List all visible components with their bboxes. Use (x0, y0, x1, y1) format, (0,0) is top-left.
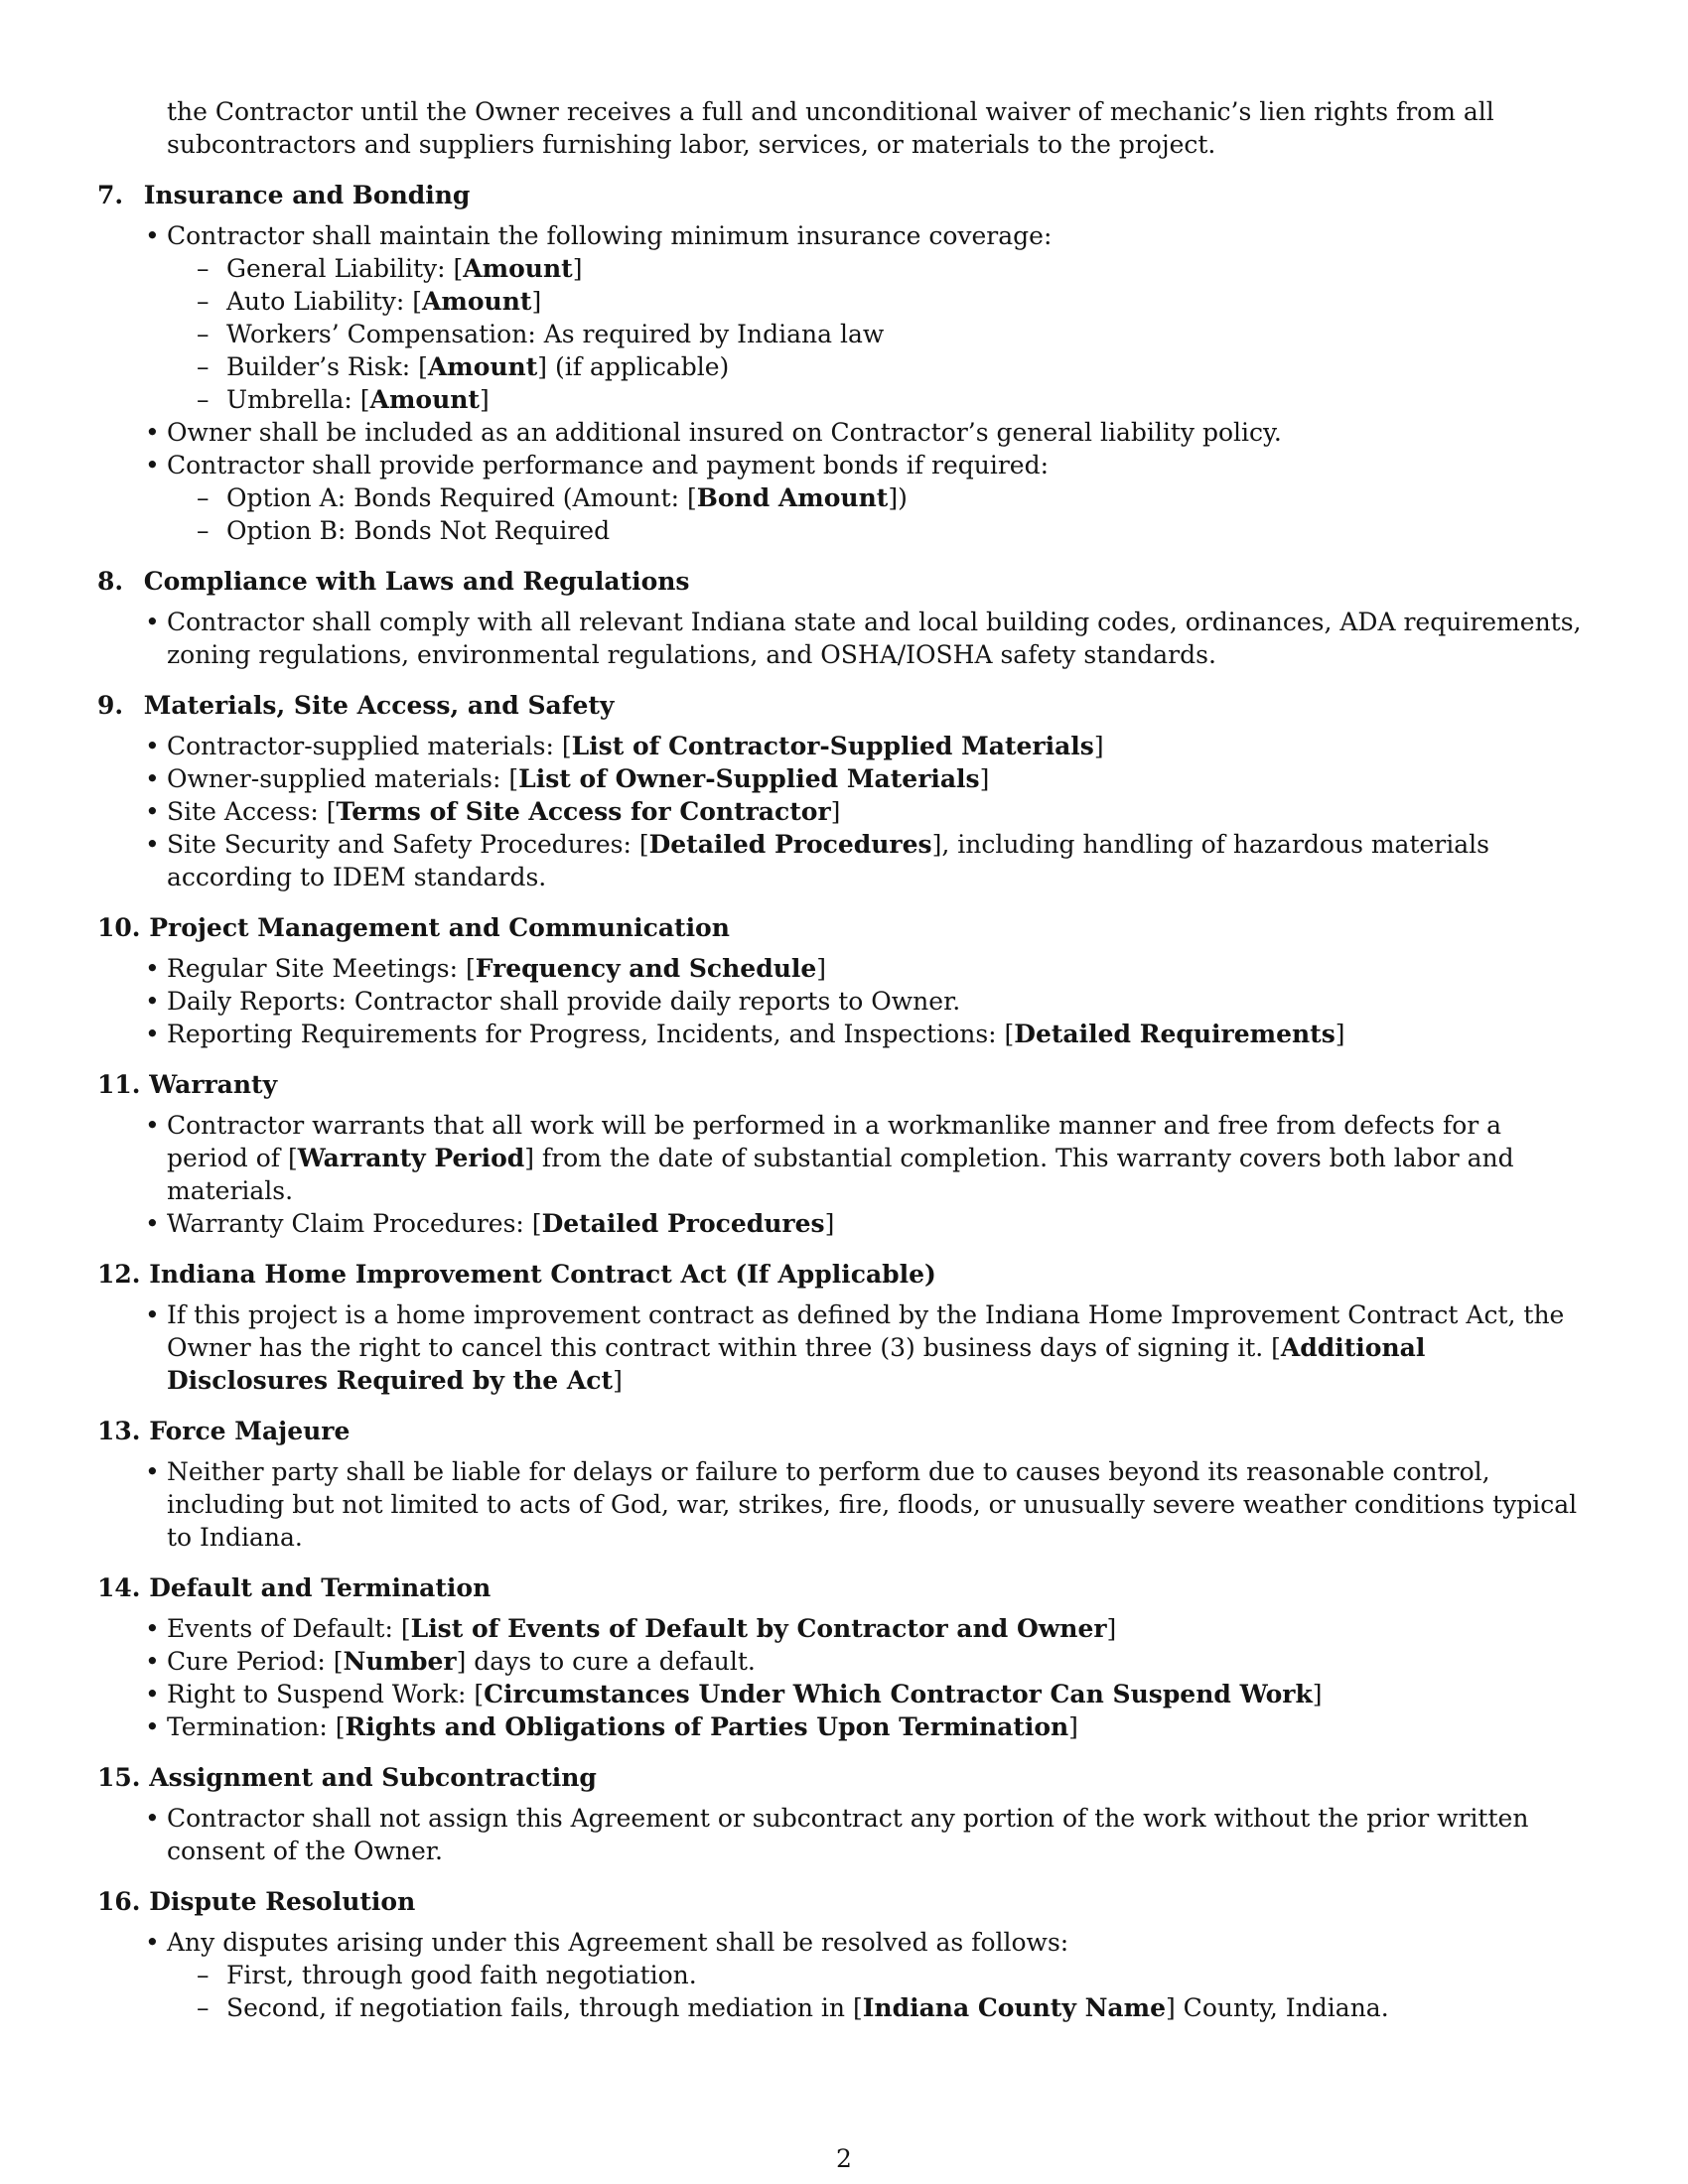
placeholder-field: Amount (422, 287, 532, 316)
list-item (97, 1612, 1589, 1645)
section-heading (97, 689, 1589, 722)
item-text: Auto Liability: [ (226, 287, 422, 316)
item-text: ] (531, 287, 542, 316)
section-heading (97, 1068, 1589, 1101)
placeholder-field: Amount (427, 352, 538, 381)
item-text: ] days to cure a default. (456, 1647, 756, 1676)
list-item (97, 952, 1589, 985)
placeholder-field: Detailed Procedures (541, 1209, 825, 1238)
item-text: ] (830, 797, 841, 826)
list-item (97, 1645, 1589, 1678)
section-number: 11. (97, 1070, 141, 1099)
section-title: Warranty (149, 1070, 278, 1099)
item-text: Right to Suspend Work: [ (167, 1680, 485, 1708)
page-number: 2 (836, 2144, 852, 2173)
section-heading (97, 1885, 1589, 1918)
section-number: 9. (97, 691, 124, 720)
section-project-management (97, 911, 1589, 1050)
item-text: Regular Site Meetings: [ (167, 954, 476, 983)
section-materials-site-safety (97, 689, 1589, 893)
section-title: Dispute Resolution (149, 1887, 416, 1916)
list-item (97, 1018, 1589, 1050)
item-text: Owner shall be included as an additional insured on Contractor’s general liability policy. (167, 418, 1282, 447)
section-heading (97, 565, 1589, 598)
item-text: ]) (888, 483, 908, 512)
item-text: Umbrella: [ (226, 385, 370, 414)
sub-item-general-liability (167, 252, 1589, 285)
bullet-list (97, 952, 1589, 1050)
item-text: Warranty Claim Procedures: [ (167, 1209, 542, 1238)
item-text: Cure Period: [ (167, 1647, 344, 1676)
placeholder-field: Terms of Site Access for Contractor (336, 797, 831, 826)
sub-list (167, 481, 1589, 547)
placeholder-field: Circumstances Under Which Contractor Can Suspend Work (484, 1680, 1313, 1708)
section-compliance (97, 565, 1589, 671)
list-item (97, 1926, 1589, 2024)
placeholder-field: Rights and Obligations of Parties Upon Termination (345, 1712, 1069, 1741)
item-text: Daily Reports: Contractor shall provide daily reports to Owner. (167, 987, 961, 1016)
section-number: 15. (97, 1763, 141, 1792)
section-assignment (97, 1761, 1589, 1867)
placeholder-field: Number (343, 1647, 457, 1676)
item-text: ] (479, 385, 490, 414)
section-heading (97, 1761, 1589, 1794)
list-item (97, 1710, 1589, 1743)
item-text: Workers’ Compensation: As required by Indiana law (226, 320, 885, 348)
section-title: Project Management and Communication (149, 913, 730, 942)
list-item (97, 1455, 1589, 1554)
item-text: Reporting Requirements for Progress, Incidents, and Inspections: [ (167, 1020, 1015, 1048)
bullet-list (97, 730, 1589, 893)
section-default-termination (97, 1571, 1589, 1743)
placeholder-field: Detailed Requirements (1014, 1020, 1336, 1048)
bullet-list (97, 1802, 1589, 1867)
placeholder-field: Bond Amount (696, 483, 889, 512)
placeholder-field: Amount (463, 254, 573, 283)
placeholder-field: Indiana County Name (862, 1993, 1166, 2022)
item-text: ] (816, 954, 827, 983)
item-text: ] (572, 254, 583, 283)
item-text: ] (1068, 1712, 1078, 1741)
sub-item-negotiation (167, 1959, 1589, 1991)
bullet-list (97, 1926, 1589, 2024)
item-text: ] (979, 764, 990, 793)
sub-item-builders-risk (167, 350, 1589, 383)
item-text: Contractor shall comply with all relevant Indiana state and local building codes, ordinances, ADA requirements, zoning regulations, environmental regulations, and OSHA/IOSHA safety standards. (167, 608, 1582, 669)
section-dispute-resolution (97, 1885, 1589, 2024)
list-item (97, 416, 1589, 449)
section-title: Default and Termination (149, 1573, 492, 1602)
item-text: ] (824, 1209, 835, 1238)
intro-paragraph: the Contractor until the Owner receives a full and unconditional waiver of mechanic’s lien rights from all subcontractors and suppliers furnishing labor, services, or materials to the project. (167, 97, 1494, 159)
list-item (97, 606, 1589, 671)
document-page (97, 95, 1589, 2024)
list-item (97, 1207, 1589, 1240)
section-heading (97, 1415, 1589, 1447)
bullet-list (97, 606, 1589, 671)
placeholder-field: Detailed Procedures (648, 830, 932, 859)
section-title: Materials, Site Access, and Safety (143, 691, 615, 720)
section-heading (97, 179, 1589, 211)
section-title: Assignment and Subcontracting (149, 1763, 597, 1792)
item-text: Contractor warrants that all work will be performed in a workmanlike manner and free from defects for a period of [ (167, 1111, 1502, 1172)
section-number: 7. (97, 181, 124, 209)
placeholder-field: Additional Disclosures Required by the Act (167, 1333, 1426, 1395)
section-warranty (97, 1068, 1589, 1240)
sub-item-option-a (167, 481, 1589, 514)
section-number: 16. (97, 1887, 141, 1916)
list-item (97, 795, 1589, 828)
bullet-list (97, 1298, 1589, 1397)
placeholder-field: List of Owner-Supplied Materials (518, 764, 980, 793)
placeholder-field: Warranty Period (297, 1144, 525, 1172)
list-item (97, 219, 1589, 416)
section-heading (97, 1258, 1589, 1291)
item-text: Option B: Bonds Not Required (226, 516, 611, 545)
sub-item-auto-liability (167, 285, 1589, 318)
section-number: 12. (97, 1260, 141, 1289)
item-text: Events of Default: [ (167, 1614, 411, 1643)
sub-item-umbrella (167, 383, 1589, 416)
item-text: Builder’s Risk: [ (226, 352, 428, 381)
bullet-list (97, 1109, 1589, 1240)
item-text: General Liability: [ (226, 254, 464, 283)
section-title: Compliance with Laws and Regulations (143, 567, 690, 596)
section-title: Insurance and Bonding (143, 181, 471, 209)
list-item (97, 449, 1589, 547)
item-text: Option A: Bonds Required (Amount: [ (226, 483, 697, 512)
item-text: ] (1093, 732, 1104, 760)
sub-item-mediation (167, 1991, 1589, 2024)
placeholder-field: List of Events of Default by Contractor and Owner (410, 1614, 1107, 1643)
item-text: ] (if applicable) (537, 352, 730, 381)
sub-list (167, 1959, 1589, 2024)
placeholder-field: List of Contractor-Supplied Materials (571, 732, 1094, 760)
bullet-list (97, 1612, 1589, 1743)
sub-item-workers-comp (167, 318, 1589, 350)
item-text: Contractor shall not assign this Agreement or subcontract any portion of the work without the prior written consent of the Owner. (167, 1804, 1529, 1865)
item-text: Termination: [ (167, 1712, 346, 1741)
section-heading (97, 1571, 1589, 1604)
list-item (97, 762, 1589, 795)
item-text: Neither party shall be liable for delays or failure to perform due to causes beyond its reasonable control, including but not limited to acts of God, war, strikes, fire, floods, or unusually severe weather conditions typical to Indiana. (167, 1457, 1578, 1552)
item-text: Contractor shall maintain the following minimum insurance coverage: (167, 221, 1053, 250)
section-home-improvement-act (97, 1258, 1589, 1397)
item-text: Contractor-supplied materials: [ (167, 732, 572, 760)
item-text: Contractor shall provide performance and payment bonds if required: (167, 451, 1050, 479)
list-item (97, 1678, 1589, 1710)
bullet-list (97, 1455, 1589, 1554)
item-text: ] (613, 1366, 623, 1395)
section-title: Force Majeure (149, 1417, 351, 1445)
item-text: Site Security and Safety Procedures: [ (167, 830, 649, 859)
item-text: Owner-supplied materials: [ (167, 764, 519, 793)
item-text: Second, if negotiation fails, through mediation in [ (226, 1993, 863, 2022)
section-number: 10. (97, 913, 141, 942)
item-text: If this project is a home improvement contract as defined by the Indiana Home Improvement Contract Act, the Owner has the right to cancel this contract within three (3) business days of signing it. [ (167, 1300, 1565, 1362)
section-title: Indiana Home Improvement Contract Act (If Applicable) (149, 1260, 936, 1289)
list-item (97, 1109, 1589, 1207)
item-text: ], including handling of hazardous materials according to IDEM standards. (167, 830, 1489, 891)
section-number: 14. (97, 1573, 141, 1602)
item-text: ] from the date of substantial completion. This warranty covers both labor and materials. (167, 1144, 1514, 1205)
item-text: First, through good faith negotiation. (226, 1961, 697, 1989)
bullet-list (97, 219, 1589, 547)
item-text: ] (1312, 1680, 1323, 1708)
list-item (97, 1802, 1589, 1867)
section-insurance-bonding (97, 179, 1589, 547)
item-text: Any disputes arising under this Agreement shall be resolved as follows: (167, 1928, 1069, 1957)
sub-list (167, 252, 1589, 416)
item-text: Site Access: [ (167, 797, 337, 826)
list-item (97, 828, 1589, 893)
item-text: ] (1335, 1020, 1345, 1048)
placeholder-field: Frequency and Schedule (475, 954, 817, 983)
section-number: 8. (97, 567, 124, 596)
item-text: ] (1106, 1614, 1117, 1643)
list-item (97, 730, 1589, 762)
section-force-majeure (97, 1415, 1589, 1554)
list-item (97, 1298, 1589, 1397)
placeholder-field: Amount (369, 385, 480, 414)
list-item (97, 985, 1589, 1018)
section-number: 13. (97, 1417, 141, 1445)
item-text: ] County, Indiana. (1165, 1993, 1389, 2022)
section-heading (97, 911, 1589, 944)
sub-item-option-b (167, 514, 1589, 547)
